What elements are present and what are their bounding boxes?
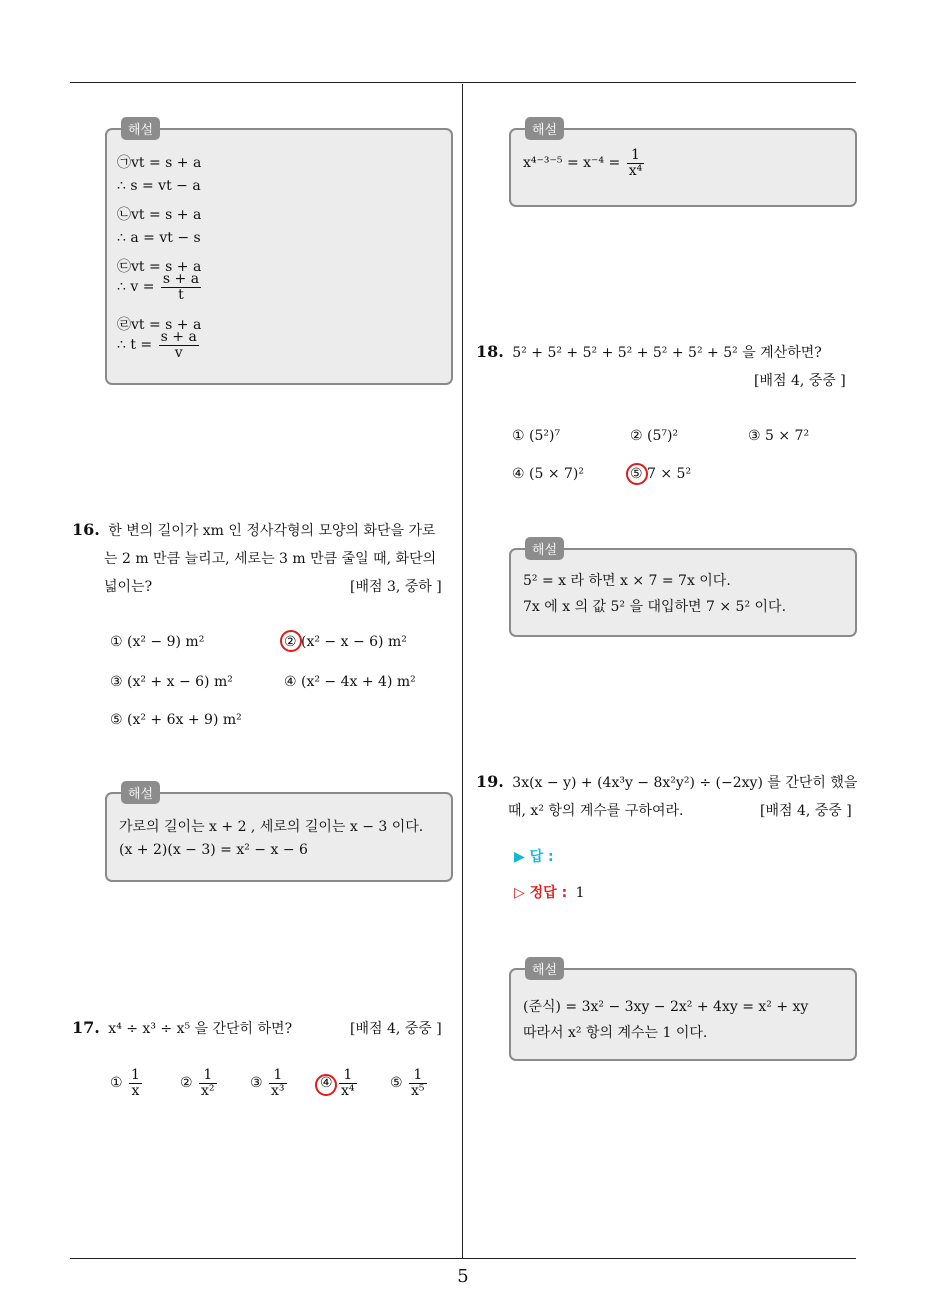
fraction-numerator: 1	[131, 1067, 140, 1083]
explanation-box-18	[509, 543, 857, 637]
question-text: 한 변의 길이가 xm 인 정사각형의 모양의 화단을 가로	[108, 523, 436, 539]
option-1[interactable]	[110, 1068, 144, 1098]
points-label: [배점 4, 중중 ]	[760, 803, 852, 819]
option-3[interactable]: ③ (x² + x − 6) m²	[110, 674, 233, 690]
bottom-rule	[70, 1258, 856, 1259]
question-text: 는 2 m 만큼 늘리고, 세로는 3 m 만큼 줄일 때, 화단의	[104, 551, 437, 567]
explanation-line	[117, 272, 203, 302]
explanation-line	[117, 330, 201, 360]
question-17	[72, 1018, 292, 1038]
question-number: 19.	[476, 772, 504, 791]
explanation-line: ㉡vt = s + a	[117, 207, 202, 223]
correct-answer	[514, 882, 585, 902]
explanation-line: 따라서 x² 항의 계수는 1 이다.	[523, 1025, 708, 1041]
option-3[interactable]	[250, 1068, 289, 1098]
question-text: x⁴ ÷ x³ ÷ x⁵ 을 간단히 하면?	[108, 1021, 293, 1037]
fraction	[627, 148, 645, 178]
selected-answer-circle	[626, 463, 648, 485]
option-mark: ②	[180, 1075, 193, 1092]
fraction-numerator: 1	[409, 1068, 427, 1084]
option-5[interactable]: ⑤ 7 × 5²	[630, 466, 692, 482]
fraction-denominator: x⁴	[341, 1082, 355, 1099]
fraction-numerator: s + a	[162, 271, 200, 287]
question-19	[476, 772, 857, 792]
fraction	[409, 1068, 427, 1098]
selected-answer-circle	[315, 1074, 337, 1096]
question-text: 5² + 5² + 5² + 5² + 5² + 5² + 5² 을 계산하면?	[512, 345, 822, 361]
explanation-box-16	[105, 787, 453, 882]
explanation-tag: 해설	[525, 117, 564, 140]
explanation-line: ∴ s = vt − a	[117, 178, 201, 194]
question-18	[476, 342, 822, 362]
fraction-denominator: x	[131, 1082, 140, 1099]
fraction	[199, 1068, 217, 1098]
explanation-line: 5² = x 라 하면 x × 7 = 7x 이다.	[523, 573, 731, 589]
explanation-line: (준식) = 3x² − 3xy − 2x² + 4xy = x² + xy	[523, 999, 809, 1015]
option-mark: ④	[320, 1075, 333, 1092]
fraction-numerator: 1	[269, 1068, 287, 1084]
explanation-line: (x + 2)(x − 3) = x² − x − 6	[119, 842, 308, 858]
explanation-line: ㉠vt = s + a	[117, 155, 202, 171]
explanation-line	[523, 148, 646, 178]
column-divider	[462, 84, 463, 1259]
option-mark: ③	[250, 1075, 263, 1092]
question-number: 18.	[476, 342, 504, 361]
explanation-tag: 해설	[121, 781, 160, 804]
fraction-denominator: x⁵	[411, 1082, 425, 1099]
fraction-denominator: t	[178, 286, 184, 303]
fraction-denominator: x³	[271, 1082, 285, 1099]
explanation-text: x⁴⁻³⁻⁵ = x⁻⁴ =	[523, 155, 621, 172]
correct-answer-value: 1	[575, 885, 585, 901]
fraction-numerator: 1	[339, 1068, 357, 1084]
question-number: 16.	[72, 520, 100, 539]
option-1[interactable]: ① (5²)⁷	[512, 428, 561, 444]
option-5[interactable]: ⑤ (x² + 6x + 9) m²	[110, 712, 242, 728]
option-4[interactable]: ④ (5 × 7)²	[512, 466, 584, 482]
option-mark: ①	[110, 1075, 123, 1092]
answer-label: ▶ 답 :	[514, 849, 554, 865]
explanation-line: 가로의 길이는 x + 2 , 세로의 길이는 x − 3 이다.	[119, 819, 424, 835]
page-number: 5	[457, 1266, 469, 1287]
explanation-line: ∴ a = vt − s	[117, 230, 201, 246]
explanation-tag: 해설	[121, 117, 160, 140]
explanation-box-17	[509, 123, 857, 207]
explanation-line: ㉣vt = s + a	[117, 317, 202, 333]
points-label: [배점 3, 중하 ]	[350, 579, 442, 595]
points-label: [배점 4, 중중 ]	[350, 1021, 442, 1037]
option-3[interactable]: ③ 5 × 7²	[748, 428, 810, 444]
option-1[interactable]: ① (x² − 9) m²	[110, 634, 205, 650]
option-4[interactable]: ④ (x² − 4x + 4) m²	[284, 674, 416, 690]
option-2[interactable]: ② (5⁷)²	[630, 428, 679, 444]
question-text: 3x(x − y) + (4x³y − 8x²y²) ÷ (−2xy) 를 간단히 했을	[512, 775, 858, 791]
fraction-denominator: v	[174, 344, 183, 361]
fraction	[269, 1068, 287, 1098]
question-16	[72, 520, 436, 540]
selected-answer-circle	[280, 630, 302, 652]
option-5[interactable]	[390, 1068, 429, 1098]
fraction-numerator: 1	[627, 148, 645, 164]
fraction-denominator: x⁴	[628, 162, 643, 179]
fraction	[129, 1068, 142, 1098]
correct-answer-label: ▷ 정답 :	[514, 885, 568, 901]
explanation-box-19	[509, 963, 857, 1061]
points-label: [배점 4, 중중 ]	[754, 373, 846, 389]
fraction	[339, 1068, 357, 1098]
explanation-box-15	[105, 123, 453, 385]
explanation-text: ∴ t =	[117, 337, 153, 354]
fraction	[161, 272, 201, 302]
fraction-numerator: 1	[199, 1068, 217, 1084]
fraction	[159, 330, 199, 360]
question-number: 17.	[72, 1018, 100, 1037]
option-mark: ⑤	[390, 1075, 403, 1092]
explanation-line: ㉢vt = s + a	[117, 259, 202, 275]
question-text: 넓이는?	[104, 579, 153, 595]
option-2[interactable]	[180, 1068, 219, 1098]
option-2[interactable]: ② (x² − x − 6) m²	[284, 634, 407, 650]
explanation-text: ∴ v =	[117, 279, 155, 296]
fraction-numerator: s + a	[160, 329, 197, 345]
top-rule	[70, 82, 856, 83]
explanation-tag: 해설	[525, 957, 564, 980]
question-text: 때, x² 항의 계수를 구하여라.	[508, 803, 684, 819]
explanation-tag: 해설	[525, 537, 564, 560]
explanation-line: 7x 에 x 의 값 5² 을 대입하면 7 × 5² 이다.	[523, 599, 787, 615]
fraction-denominator: x²	[201, 1082, 215, 1099]
